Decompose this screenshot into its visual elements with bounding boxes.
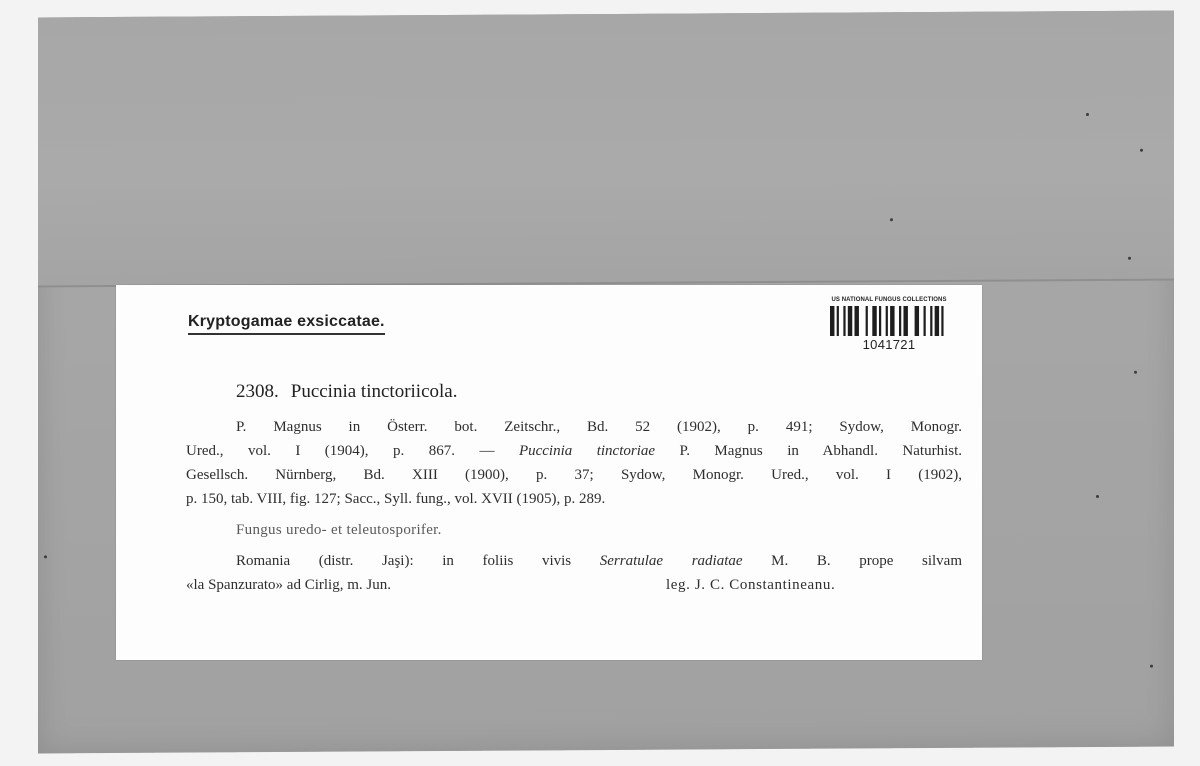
barcode-bar xyxy=(843,306,845,336)
citation-text: Ured., vol. I (1904), p. 867. — xyxy=(186,443,519,459)
barcode-bar xyxy=(837,306,839,336)
specimen-label xyxy=(116,285,982,660)
citation-line-1: P. Magnus in Österr. bot. Zeitschr., Bd. 52 (1902), p. 491; Sydow, Monogr. xyxy=(236,419,962,435)
fungus-note: Fungus uredo- et teleutosporifer. xyxy=(236,522,442,538)
synonym-name: Puccinia tinctoriae xyxy=(518,443,656,459)
barcode-bar xyxy=(915,306,919,336)
paper-speck xyxy=(1140,149,1143,152)
barcode-bar xyxy=(924,306,926,336)
barcode-caption: US NATIONAL FUNGUS COLLECTIONS xyxy=(831,297,947,303)
specimen-heading xyxy=(236,381,457,403)
collector: leg. J. C. Constantineanu. xyxy=(666,577,836,593)
locality-district: (distr. Jaşi): in foliis vivis xyxy=(290,553,600,569)
paper-speck xyxy=(1128,257,1131,260)
citation-line-3: Gesellsch. Nürnberg, Bd. XIII (1900), p. 37; Sydow, Monogr. Ured., vol. I (1902), xyxy=(186,467,962,483)
barcode-bar xyxy=(930,306,932,336)
barcode-bar xyxy=(872,306,876,336)
paper-speck xyxy=(1086,113,1089,116)
barcode-bar xyxy=(886,306,888,336)
barcode-bar xyxy=(830,306,834,336)
barcode-block xyxy=(826,297,952,352)
barcode-image xyxy=(828,306,950,336)
barcode-number: 1041721 xyxy=(862,337,916,352)
locality-line-2: «la Spanzurato» ad Cirlig, m. Jun. xyxy=(186,577,391,593)
series-title: Kryptogamae exsiccatae. xyxy=(188,313,385,335)
paper-speck xyxy=(44,555,47,558)
species-name: Puccinia tinctoriicola. xyxy=(290,381,458,402)
barcode-bar xyxy=(866,306,868,336)
barcode-bar xyxy=(848,306,852,336)
paper-speck xyxy=(1134,371,1137,374)
paper-speck xyxy=(1096,495,1099,498)
locality-line-1 xyxy=(236,553,962,570)
citation-line-4: p. 150, tab. VIII, fig. 127; Sacc., Syll. fung., vol. XVII (1905), p. 289. xyxy=(186,491,606,507)
barcode-bar xyxy=(941,306,943,336)
barcode-bar xyxy=(854,306,858,336)
citation-line-2 xyxy=(186,443,962,460)
paper-speck xyxy=(890,218,893,221)
citation-text: P. Magnus in Abhandl. Naturhist. xyxy=(655,443,962,459)
barcode-bar xyxy=(890,306,894,336)
locality-country: Romania xyxy=(236,553,291,569)
barcode-bar xyxy=(935,306,939,336)
paper-speck xyxy=(1150,665,1153,668)
packet-flap xyxy=(38,11,1174,288)
locality-rest: M. B. prope silvam xyxy=(742,553,962,569)
barcode-bar xyxy=(879,306,881,336)
host-name: Serratulae radiatae xyxy=(599,553,743,569)
barcode-bar xyxy=(903,306,907,336)
barcode-bar xyxy=(899,306,901,336)
exsiccata-number: 2308. xyxy=(236,381,279,402)
